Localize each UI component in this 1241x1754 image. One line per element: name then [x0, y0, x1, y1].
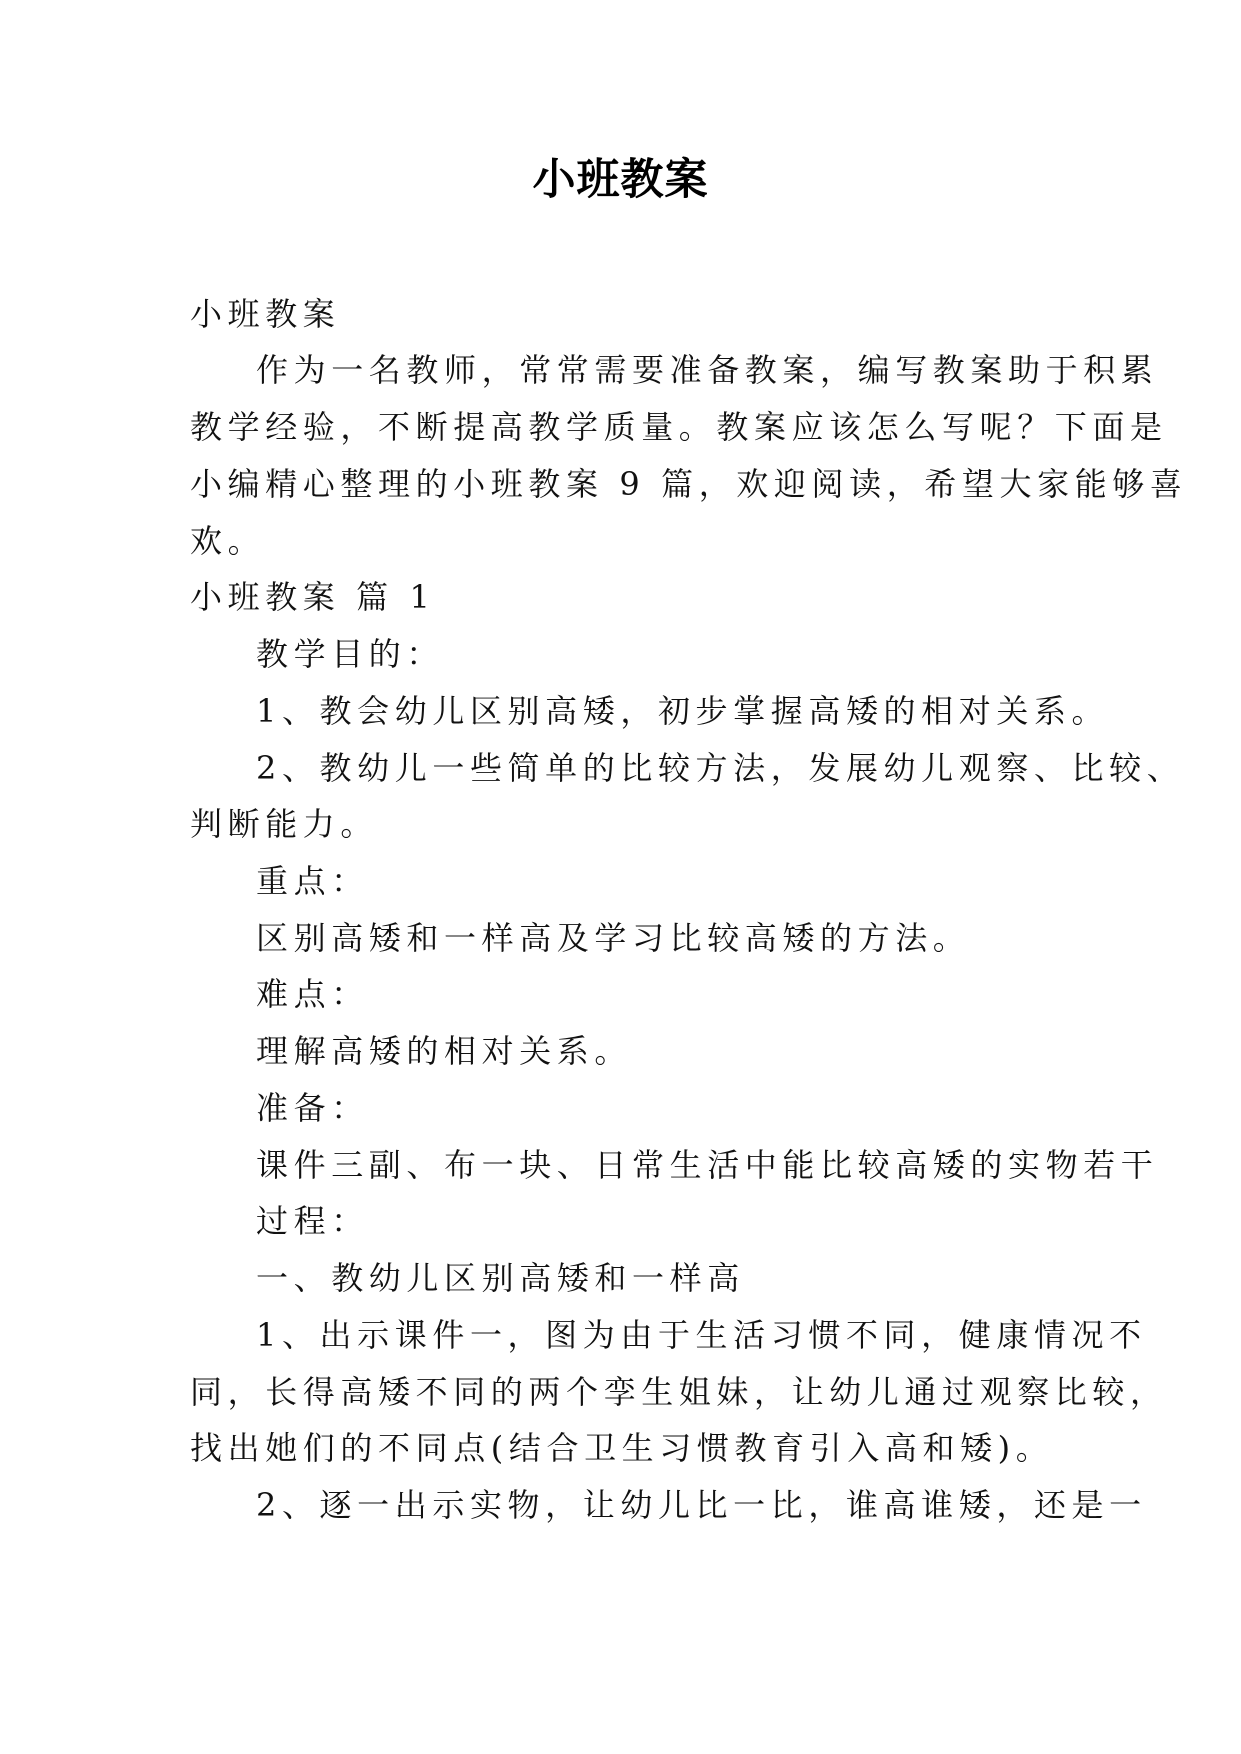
text-line: 1、出示课件一，图为由于生活习惯不同，健康情况不	[256, 1316, 1147, 1354]
text-line: 准备：	[256, 1089, 369, 1127]
text-line: 2、教幼儿一些简单的比较方法，发展幼儿观察、比较、	[256, 749, 1185, 787]
text-line: 重点：	[256, 862, 369, 900]
text-line-heading: 小班教案	[190, 295, 341, 333]
text-line: 过程：	[256, 1202, 369, 1240]
text-line: 难点：	[256, 975, 369, 1013]
text-line: 小编精心整理的小班教案 9 篇，欢迎阅读，希望大家能够喜	[190, 465, 1188, 503]
text-line: 判断能力。	[190, 805, 379, 843]
text-line: 一、教幼儿区别高矮和一样高	[256, 1259, 745, 1297]
text-line: 区别高矮和一样高及学习比较高矮的方法。	[256, 919, 971, 957]
text-line: 1、教会幼儿区别高矮，初步掌握高矮的相对关系。	[256, 692, 1110, 730]
text-line: 课件三副、布一块、日常生活中能比较高矮的实物若干	[256, 1146, 1159, 1184]
text-line: 欢。	[190, 522, 266, 560]
text-line: 理解高矮的相对关系。	[256, 1032, 633, 1070]
document-title: 小班教案	[532, 155, 709, 205]
text-line: 同，长得高矮不同的两个孪生姐妹，让幼儿通过观察比较，	[190, 1373, 1168, 1411]
text-line: 教学经验，不断提高教学质量。教案应该怎么写呢？下面是	[190, 408, 1168, 446]
text-line: 找出她们的不同点(结合卫生习惯教育引入高和矮)。	[190, 1429, 1054, 1467]
text-line: 作为一名教师，常常需要准备教案，编写教案助于积累	[256, 351, 1159, 389]
text-line: 2、逐一出示实物，让幼儿比一比，谁高谁矮，还是一	[256, 1486, 1147, 1524]
section-heading: 小班教案 篇 1	[190, 578, 436, 616]
text-line: 教学目的：	[256, 635, 445, 673]
